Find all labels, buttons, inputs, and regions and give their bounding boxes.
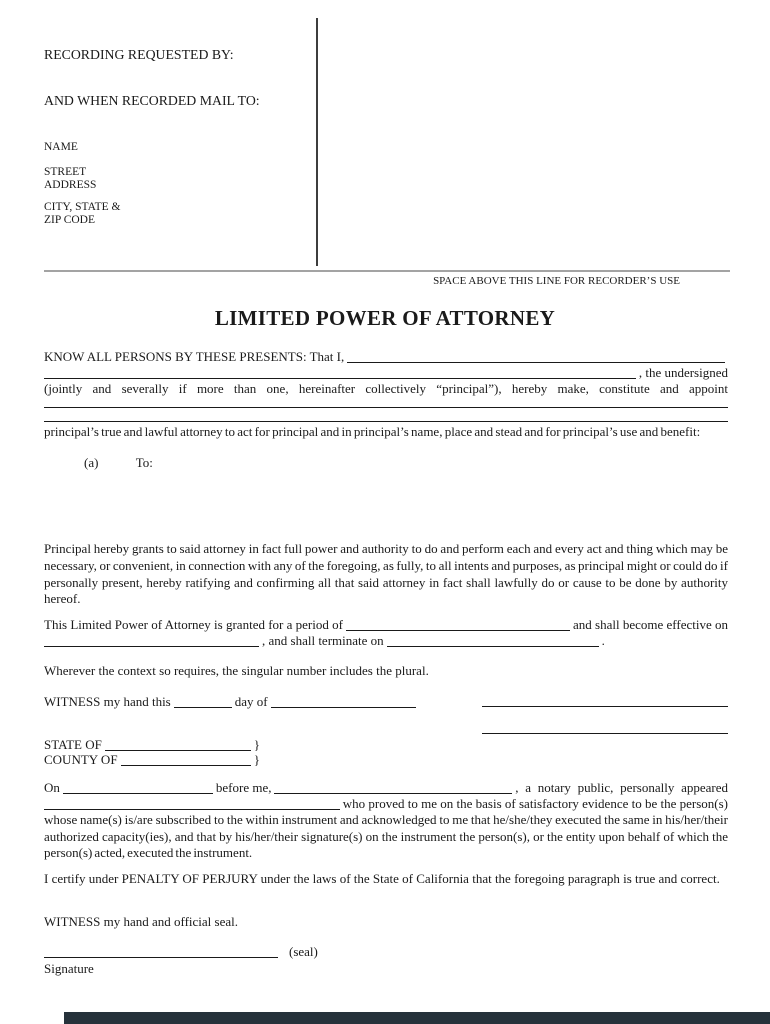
state-of-line: [44, 737, 260, 753]
know-all-text: KNOW ALL PERSONS BY THESE PRESENTS: That I,: [44, 349, 345, 364]
appearer-name-field[interactable]: [44, 807, 340, 810]
plural-note: Wherever the context so requires, the singular number includes the plural.: [44, 663, 429, 678]
signature-caption: Signature: [44, 961, 94, 976]
terminate-mid-text: , and shall terminate on: [262, 633, 384, 648]
terminate-line: [44, 633, 728, 649]
notary-on-text: On: [44, 780, 60, 795]
witness-day-field[interactable]: [174, 705, 232, 708]
period-prefix-text: This Limited Power of Attorney is granted for a period of: [44, 617, 343, 632]
notary-name-field[interactable]: [274, 791, 512, 794]
principal-signature-line-1[interactable]: [482, 697, 728, 707]
item-a-label: (a): [84, 455, 99, 470]
period-line: [44, 617, 728, 633]
appeared-suffix-text: , a notary public, personally appeared: [515, 780, 728, 795]
viewer-bottom-bar: [64, 1012, 770, 1024]
undersigned-text: , the undersigned: [638, 365, 728, 380]
notary-date-field[interactable]: [63, 791, 213, 794]
page-title: LIMITED POWER OF ATTORNEY: [214, 306, 556, 330]
principal-signature-line-2[interactable]: [482, 724, 728, 734]
notary-signature-field[interactable]: [44, 955, 278, 958]
effective-date-field[interactable]: [44, 644, 259, 647]
attorney-name-field-2[interactable]: [44, 412, 728, 422]
principal-benefit-line: principal’s true and lawful attorney to act for principal and in principal’s name, place and stead and for principal’s use and benefit:: [44, 424, 701, 439]
undersigned-line: [44, 365, 728, 381]
address-label: ADDRESS: [44, 179, 97, 191]
termination-date-field[interactable]: [387, 644, 599, 647]
grant-paragraph: Principal hereby grants to said attorney in fact full power and authority to do and perform each and every act and thing which may be necessary, or convenient, in connection with any of the foregoing, as fully, to all intents and purposes, as principal might or could do if personally present, hereby ratifying and confirming all that said attorney in fact shall lawfully do or cause to be done by authority hereof.: [44, 541, 728, 607]
seal-label: (seal): [289, 944, 318, 959]
item-a-to-label: To:: [135, 455, 153, 470]
perjury-certification: I certify under PENALTY OF PERJURY under the laws of the State of California that the foregoing paragraph is true and correct.: [44, 871, 720, 886]
notary-continuation: whose name(s) is/are subscribed to the within instrument and acknowledged to me that he/she/they executed the same in his/her/their authorized capacity(ies), and that by his/her/their signature(s) on the instrument the person(s), or the entity upon behalf of which the person(s) acted, executed the instrument.: [44, 812, 728, 860]
state-brace: }: [253, 737, 260, 752]
county-of-line: [44, 752, 260, 768]
period-field[interactable]: [346, 628, 570, 631]
notary-line-1: [44, 780, 728, 796]
zip-label: ZIP CODE: [44, 214, 96, 226]
city-state-label: CITY, STATE &: [44, 201, 121, 213]
jointly-line: (jointly and severally if more than one, hereinafter collectively “principal”), hereby make, constitute and appoint: [44, 381, 728, 396]
county-brace: }: [253, 752, 260, 767]
day-of-text: day of: [234, 694, 268, 709]
state-of-label: STATE OF: [44, 737, 102, 752]
notary-line-2: [44, 796, 728, 812]
before-me-text: before me,: [215, 780, 272, 795]
witness-date-line: [44, 694, 419, 710]
county-of-label: COUNTY OF: [44, 752, 118, 767]
recording-requested-label: RECORDING REQUESTED BY:: [44, 47, 234, 62]
witness-month-field[interactable]: [271, 705, 416, 708]
street-label: STREET: [44, 166, 87, 178]
state-field[interactable]: [105, 748, 251, 751]
witness-prefix-text: WITNESS my hand this: [44, 694, 171, 709]
item-a-line: [44, 455, 728, 471]
name-label: NAME: [44, 141, 78, 153]
know-all-line: [44, 349, 728, 365]
principal-name-field[interactable]: [347, 360, 725, 363]
county-field[interactable]: [121, 763, 251, 766]
terminate-period-text: .: [601, 633, 605, 648]
mail-to-label: AND WHEN RECORDED MAIL TO:: [44, 93, 260, 108]
proved-suffix-text: who proved to me on the basis of satisfactory evidence to be the person(s): [342, 796, 728, 811]
notary-signature-row: [44, 944, 318, 960]
principal-name-field-2[interactable]: [44, 376, 636, 379]
recorder-box-divider: [316, 18, 318, 266]
official-seal-line: WITNESS my hand and official seal.: [44, 914, 238, 929]
effective-suffix-text: and shall become effective on: [573, 617, 728, 632]
attorney-name-field-1[interactable]: [44, 398, 728, 408]
recorder-use-notice: SPACE ABOVE THIS LINE FOR RECORDER’S USE: [433, 275, 680, 287]
recorder-separator-rule: [44, 270, 730, 272]
